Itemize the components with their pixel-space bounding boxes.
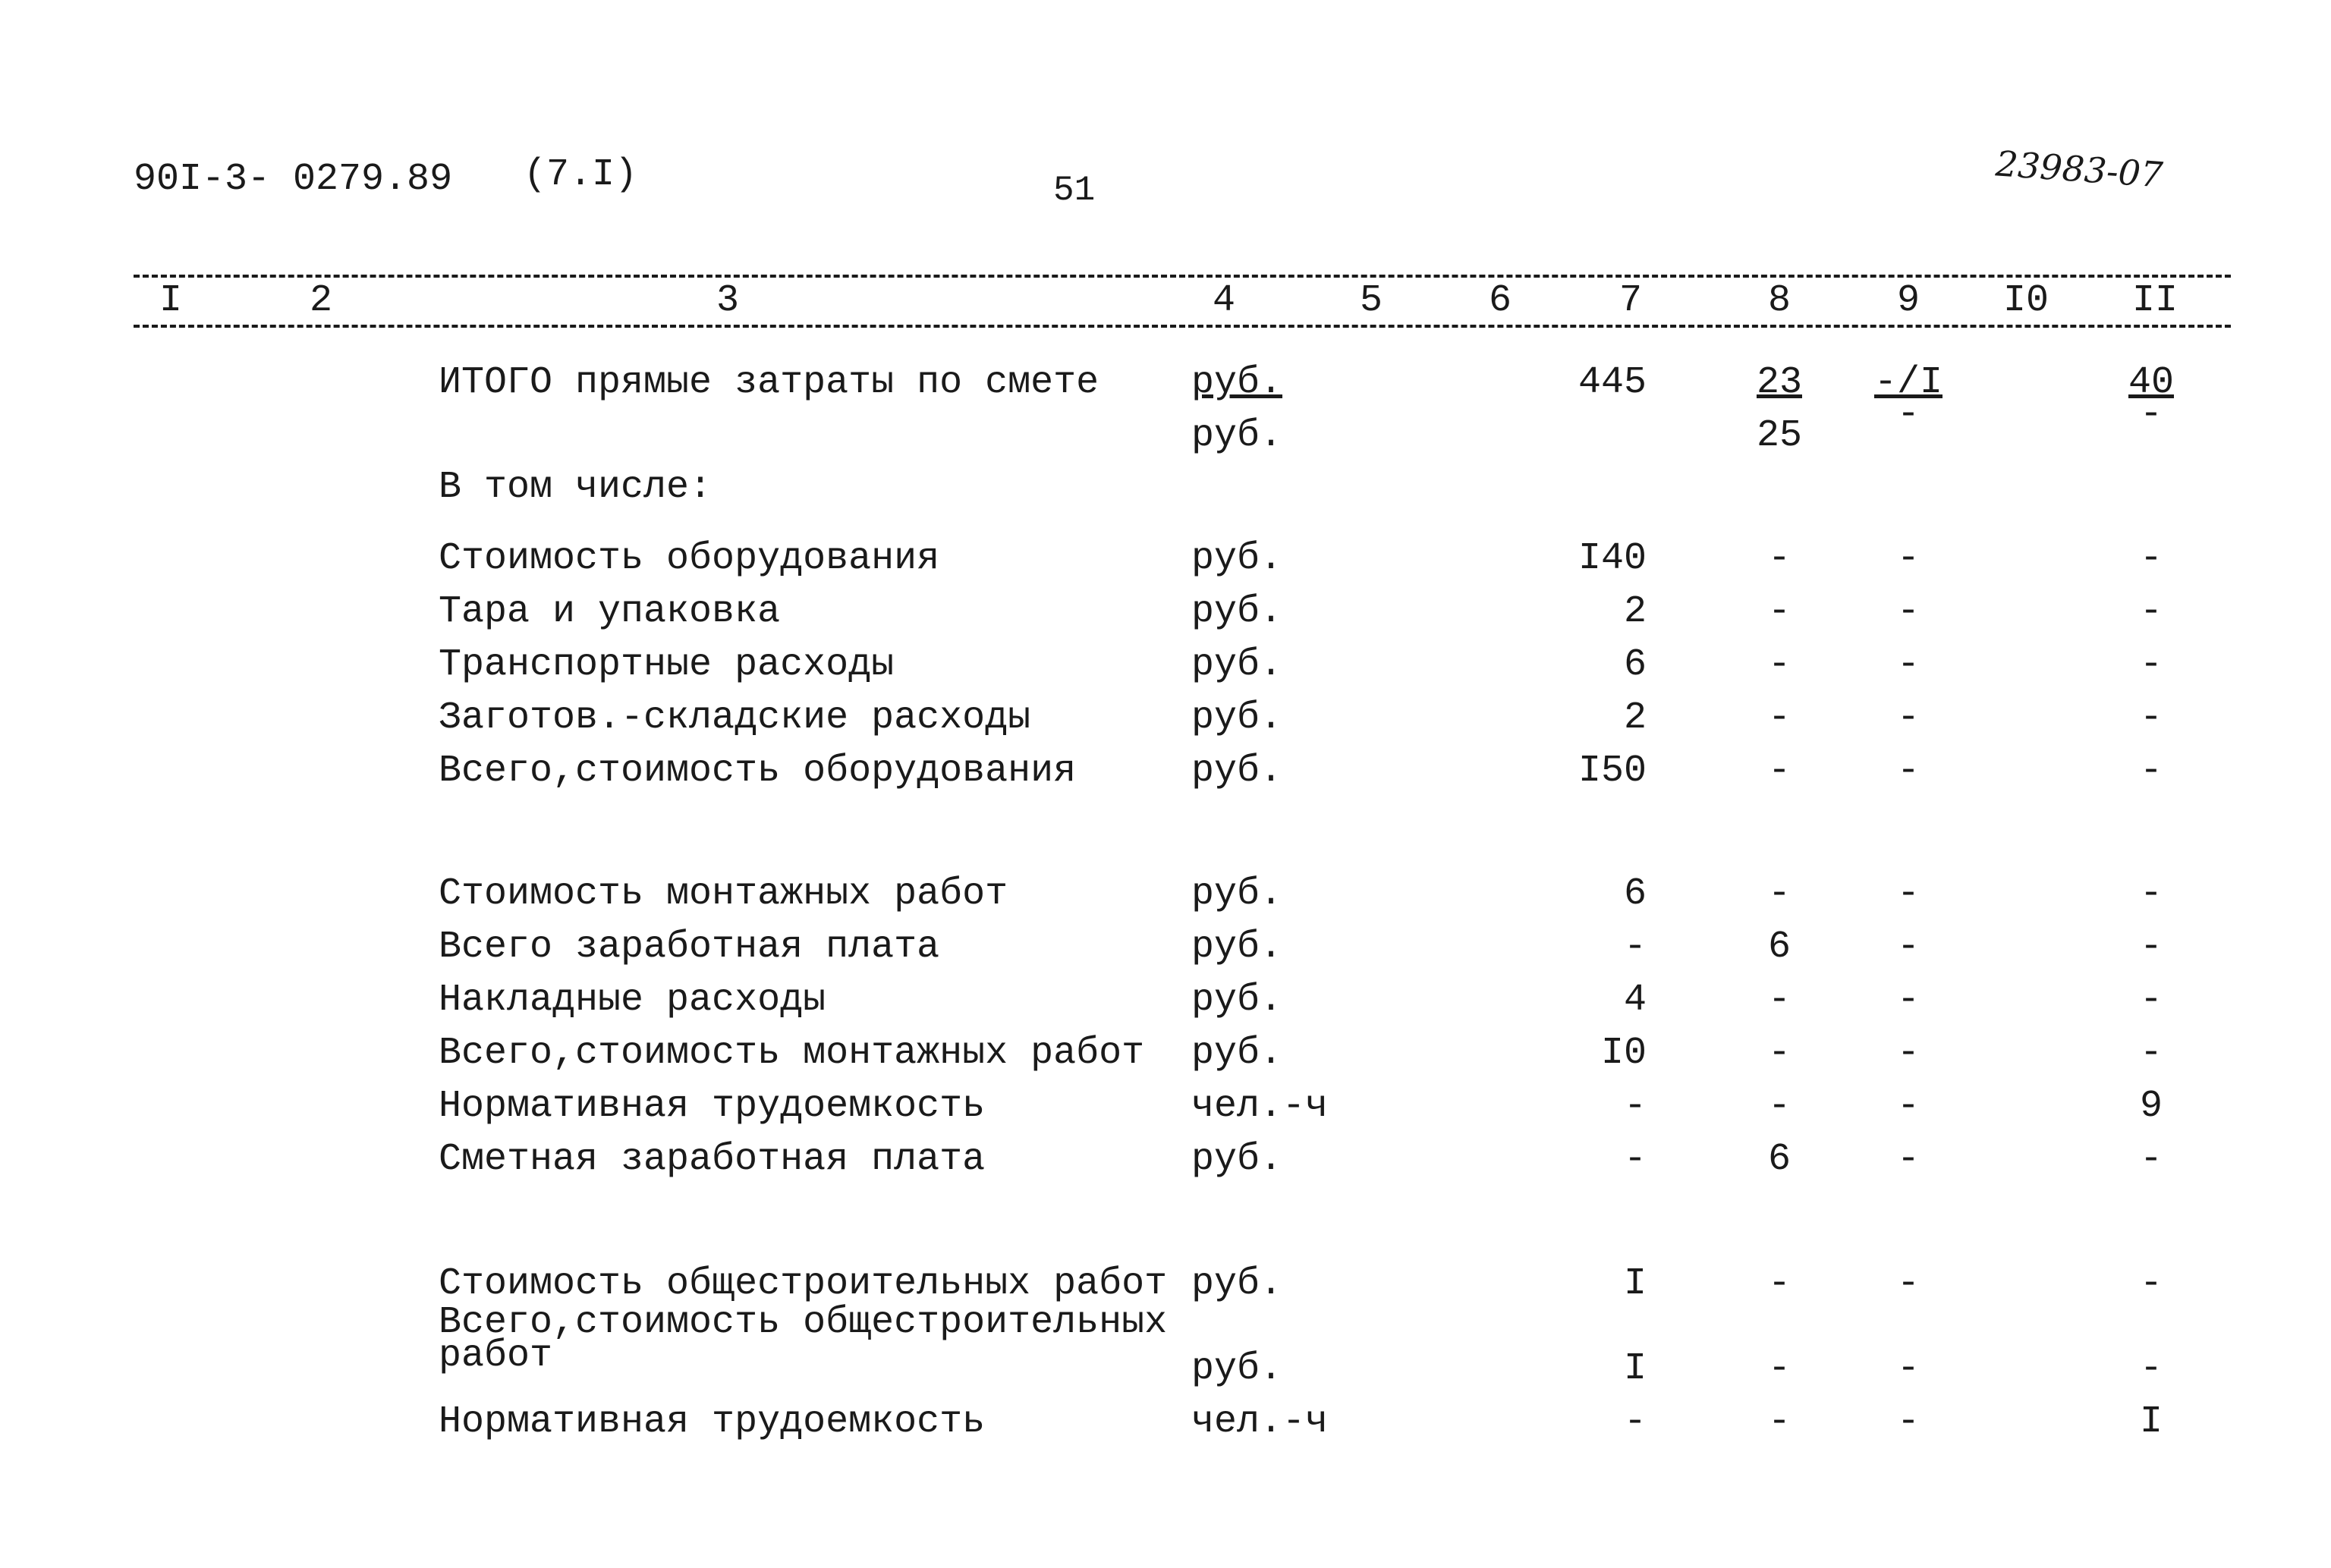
row-name: Всего,стоимость оборудования xyxy=(439,749,1077,793)
row-col-8: 6 xyxy=(1767,1138,1791,1181)
column-number-5: 5 xyxy=(1360,279,1383,322)
row-col-9: - xyxy=(1896,1400,1920,1444)
column-number-8: 8 xyxy=(1768,279,1792,322)
row-unit: руб. xyxy=(1191,925,1283,969)
row-col-7: 2 xyxy=(1623,696,1647,740)
row-col-11: - xyxy=(2139,1262,2163,1306)
row-name: ИТОГО прямые затраты по смете xyxy=(439,361,1099,404)
row-name: Всего,стоимость монтажных работ xyxy=(439,1032,1145,1075)
table-row xyxy=(0,590,2331,636)
row-col-8: - xyxy=(1767,590,1791,633)
row-col-8: - xyxy=(1767,537,1791,580)
row-col-7: 6 xyxy=(1623,643,1647,687)
row-col-8: - xyxy=(1767,696,1791,740)
row-col-9: - xyxy=(1896,1347,1920,1390)
row-col-8: - xyxy=(1767,1347,1791,1390)
row-col-9: - xyxy=(1896,1032,1920,1075)
row-unit: руб. xyxy=(1191,537,1283,580)
row-col-7: 445 xyxy=(1578,361,1647,404)
row-name-line-1: Всего,стоимость общестроительных xyxy=(439,1301,1168,1344)
including-label: В том числе: xyxy=(439,466,713,509)
table-row xyxy=(0,643,2331,689)
row-col-9: - xyxy=(1896,872,1920,916)
table-row-total xyxy=(0,361,2331,407)
row-unit: руб. xyxy=(1191,590,1283,633)
row-col-8: - xyxy=(1767,643,1791,687)
row-col-8: - xyxy=(1767,1085,1791,1128)
row-unit: руб. xyxy=(1191,872,1283,916)
row-col-7: - xyxy=(1623,925,1647,969)
column-number-2: 2 xyxy=(310,279,333,322)
column-number-6: 6 xyxy=(1489,279,1512,322)
table-row xyxy=(0,1400,2331,1446)
row-col-9: - xyxy=(1896,979,1920,1022)
row-col-9: - xyxy=(1896,749,1920,793)
row-col-11: - xyxy=(2139,537,2163,580)
row-name: Стоимость монтажных работ xyxy=(439,872,1008,916)
row-col-8: - xyxy=(1767,979,1791,1022)
row-col-7: I40 xyxy=(1578,537,1647,580)
row-col-11: - xyxy=(2139,979,2163,1022)
table-row-total-second-line xyxy=(0,393,2331,460)
table-row xyxy=(0,872,2331,918)
row-col-9: - xyxy=(1896,537,1920,580)
row-name: Нормативная трудоемкость xyxy=(439,1400,986,1444)
row-col-11: - xyxy=(2139,696,2163,740)
row-col-7: I xyxy=(1623,1262,1647,1306)
row-col-11: - xyxy=(2139,925,2163,969)
table-row xyxy=(0,1301,2331,1393)
row-name: Накладные расходы xyxy=(439,979,826,1022)
row-unit: руб. xyxy=(1191,1262,1283,1306)
row-unit: руб. xyxy=(1191,1138,1283,1181)
row-col-11: - xyxy=(2139,1032,2163,1075)
row-unit: руб. xyxy=(1191,979,1283,1022)
row-col-9: - xyxy=(1896,1262,1920,1306)
row-name-line-2: работ xyxy=(439,1334,553,1378)
row-col-7: - xyxy=(1623,1400,1647,1444)
row-unit: руб. xyxy=(1191,1347,1283,1390)
row-col-11: - xyxy=(2139,872,2163,916)
row-name: Стоимость общестроительных работ xyxy=(439,1262,1168,1306)
row-col-8: - xyxy=(1767,1032,1791,1075)
row-col-8: 23 xyxy=(1756,361,1802,404)
column-header-bottom-rule xyxy=(134,325,2231,328)
row-name xyxy=(439,1301,1168,1378)
document-code: 90I-3- 0279.89 xyxy=(134,158,453,201)
row-col-11: I xyxy=(2139,1400,2163,1444)
row-col-11: - xyxy=(2139,643,2163,687)
table-row xyxy=(0,925,2331,971)
row-name: Сметная заработная плата xyxy=(439,1138,986,1181)
row-col-11: 9 xyxy=(2139,1085,2163,1128)
table-row xyxy=(0,696,2331,742)
row-col-7: 2 xyxy=(1623,590,1647,633)
row-col-7: I50 xyxy=(1578,749,1647,793)
row-name: Тара и упаковка xyxy=(439,590,781,633)
row-name: Транспортные расходы xyxy=(439,643,895,687)
row-col-8: - xyxy=(1767,749,1791,793)
column-number-10: I0 xyxy=(2003,279,2049,322)
row-col-7: 6 xyxy=(1623,872,1647,916)
row-col-7: 4 xyxy=(1623,979,1647,1022)
row-col-9: - xyxy=(1896,1085,1920,1128)
row-unit: руб. xyxy=(1191,1032,1283,1075)
row-col-11: - xyxy=(2139,1347,2163,1390)
row-unit: руб. xyxy=(1191,361,1283,404)
table-row xyxy=(0,537,2331,583)
row-unit: чел.-ч xyxy=(1191,1085,1329,1128)
column-number-9: 9 xyxy=(1897,279,1920,322)
column-number-1: I xyxy=(159,279,183,322)
row-unit: чел.-ч xyxy=(1191,1400,1329,1444)
row-col-9: - xyxy=(1896,590,1920,633)
row-col-8: - xyxy=(1767,1262,1791,1306)
section-number: (7.I) xyxy=(524,153,638,196)
table-row xyxy=(0,979,2331,1024)
row-col-11: - xyxy=(2139,1138,2163,1181)
column-header-top-rule xyxy=(134,275,2231,278)
row-col-7: - xyxy=(1623,1085,1647,1128)
row-col-9: - xyxy=(1896,1138,1920,1181)
row-name: Нормативная трудоемкость xyxy=(439,1085,986,1128)
table-row xyxy=(0,1138,2331,1183)
row-col-8-second: 25 xyxy=(1756,414,1802,457)
row-col-9: - xyxy=(1896,925,1920,969)
row-name: Стоимость оборудования xyxy=(439,537,940,580)
column-number-7: 7 xyxy=(1619,279,1643,322)
row-col-9: - xyxy=(1896,696,1920,740)
column-number-11: II xyxy=(2132,279,2178,322)
row-name: Заготов.-складские расходы xyxy=(439,696,1031,740)
table-row xyxy=(0,749,2331,795)
row-col-9: - xyxy=(1896,643,1920,687)
column-number-3: 3 xyxy=(716,279,740,322)
row-col-9: -/I xyxy=(1873,361,1942,404)
row-col-11-second: - xyxy=(2139,393,2163,436)
row-col-8: - xyxy=(1767,1400,1791,1444)
row-col-8: 6 xyxy=(1767,925,1791,969)
archive-stamp: 23983-07 xyxy=(1994,143,2165,196)
row-unit-second: руб. xyxy=(1191,414,1283,457)
row-col-11: - xyxy=(2139,749,2163,793)
row-unit: руб. xyxy=(1191,643,1283,687)
column-number-4: 4 xyxy=(1213,279,1236,322)
row-col-11: 40 xyxy=(2128,361,2174,404)
row-col-7: I0 xyxy=(1600,1032,1647,1075)
row-unit: руб. xyxy=(1191,696,1283,740)
row-col-9-second: - xyxy=(1896,393,1920,436)
table-row xyxy=(0,1085,2331,1130)
row-unit: руб. xyxy=(1191,749,1283,793)
row-col-8: - xyxy=(1767,872,1791,916)
row-col-11: - xyxy=(2139,590,2163,633)
table-row xyxy=(0,1032,2331,1077)
row-col-7: - xyxy=(1623,1138,1647,1181)
row-name: Всего заработная плата xyxy=(439,925,940,969)
row-col-7: I xyxy=(1623,1347,1647,1390)
page-number: 51 xyxy=(1053,171,1096,210)
